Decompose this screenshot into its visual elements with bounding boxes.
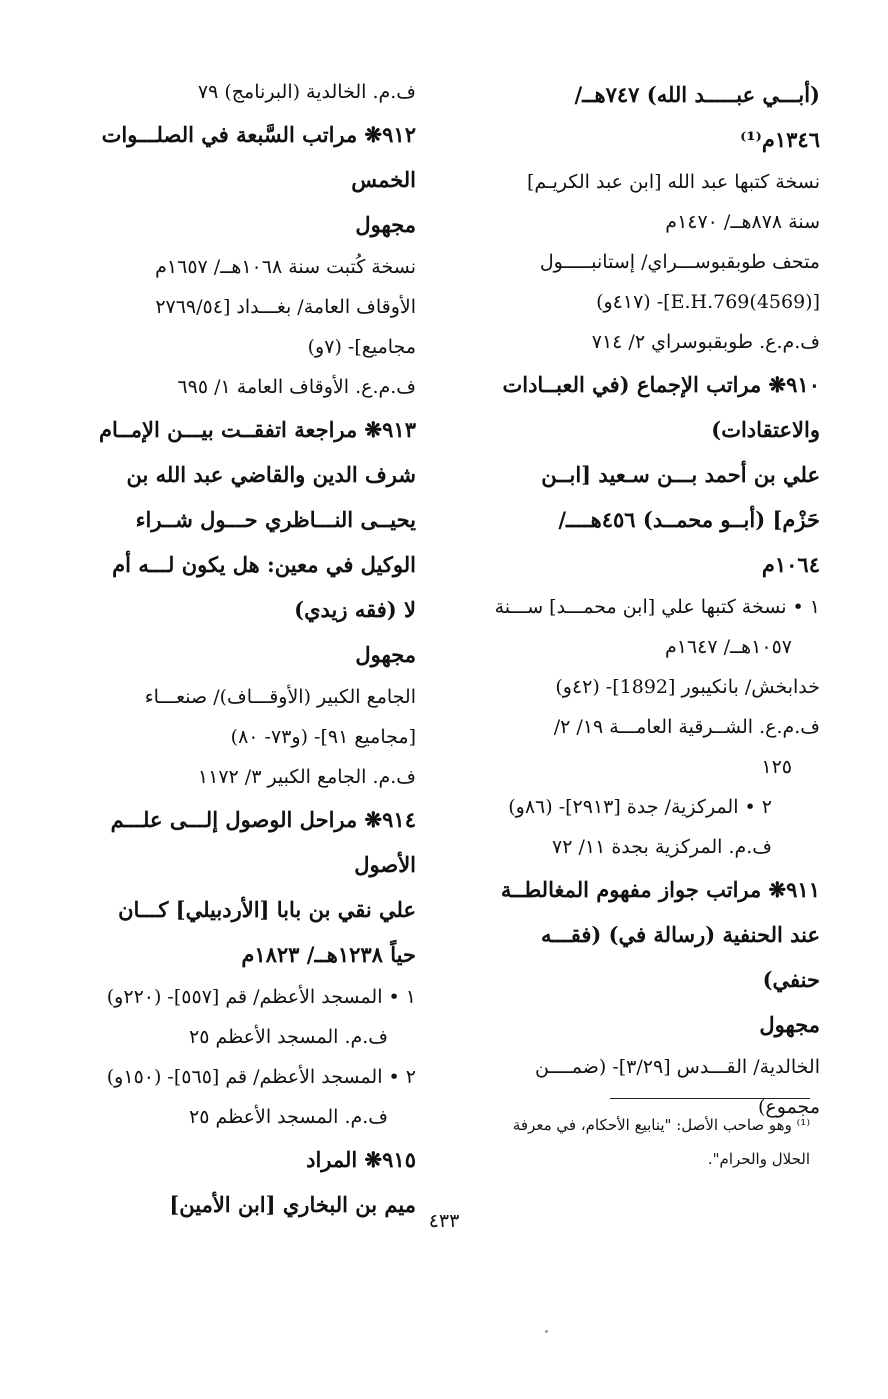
footnote-line-2: الحلال والحرام". xyxy=(707,1150,810,1168)
footnote xyxy=(470,1108,810,1176)
heading-line: علي نقي بن بابا [الأردبيلي] كـــان xyxy=(118,897,416,922)
text-line: مجاميع]- (٧و) xyxy=(307,336,416,358)
heading-line: حياً ١٢٣٨هــ/ ١٨٢٣م xyxy=(241,942,416,967)
heading-line: مجهول xyxy=(355,212,416,237)
page-number: ٤٣٣ xyxy=(428,1210,460,1232)
heading-line: شرف الدين والقاضي عبد الله بن xyxy=(126,462,416,487)
text-line: ١٢٥ xyxy=(761,756,792,778)
heading-line: مجهول xyxy=(355,642,416,667)
heading-line: الأصول xyxy=(354,852,416,877)
text-line: ف.م. الجامع الكبير ٣/ ١١٧٢ xyxy=(197,766,416,788)
text-line: ١٠٥٧هــ/ ١٦٤٧م xyxy=(664,636,792,658)
text-line: ف.م. المسجد الأعظم ٢٥ xyxy=(188,1026,388,1048)
text-line: متحف طوبقبوســـراي/ إستانبـــــول xyxy=(539,251,820,273)
text-line: سنة ٨٧٨هــ/ ١٤٧٠م xyxy=(665,211,820,233)
text-line: ٢ • المركزية/ جدة [٢٩١٣]- (٨٦و) xyxy=(508,796,772,818)
text-line: ف.م. المركزية بجدة ١١/ ٧٢ xyxy=(552,836,772,858)
heading-line: الوكيل في معين: هل يكون لـــه أم xyxy=(112,552,416,577)
text-line: الخالدية/ القـــدس [٣/٢٩]- (ضمــــن xyxy=(535,1056,820,1078)
heading-line: مجهول xyxy=(759,1012,820,1037)
heading-line: والاعتقادات) xyxy=(711,417,820,442)
heading-line: ١٣٤٦م⁽¹⁾ xyxy=(740,127,820,152)
scan-speck xyxy=(545,1330,548,1333)
heading-line: ٩١٣❋ مراجعة اتفقــت بيـــن الإمــام xyxy=(99,417,416,442)
text-line: [مجاميع ٩١]- (و٧٣- ٨٠) xyxy=(230,726,416,748)
heading-line: الخمس xyxy=(351,167,416,192)
text-line: ٢ • المسجد الأعظم/ قم [٥٦٥]- (١٥٠و) xyxy=(106,1066,416,1088)
text-line: مجموع) xyxy=(758,1096,820,1118)
heading-line: يحيــى النـــاظري حـــول شــراء xyxy=(135,507,416,532)
text-line: ف.م. المسجد الأعظم ٢٥ xyxy=(188,1106,388,1128)
heading-line: ٩١٥❋ المراد xyxy=(306,1147,416,1172)
left-column xyxy=(80,72,416,1227)
text-line: ف.م.ع. الأوقاف العامة ١/ ٦٩٥ xyxy=(177,376,416,398)
heading-line: ٩١٢❋ مراتب السَّبعة في الصلـــوات xyxy=(101,122,416,147)
heading-line: ٩١٤❋ مراحل الوصول إلـــى علـــم xyxy=(110,807,416,832)
text-line: نسخة كُتبت سنة ١٠٦٨هــ/ ١٦٥٧م xyxy=(155,256,416,278)
text-line: ١ • نسخة كتبها علي [ابن محمـــد] ســـنة xyxy=(494,596,820,618)
heading-line: علي بن أحمد بـــن سـعيد [ابــن xyxy=(541,462,820,487)
heading-line: لا (فقه زيدي) xyxy=(294,597,416,622)
text-line: ف.م.ع. الشــرقية العامـــة ١٩/ ٢/ xyxy=(553,716,820,738)
right-column xyxy=(468,72,820,1127)
heading-line: ميم بن البخاري [ابن الأمين] xyxy=(169,1192,416,1217)
text-line: ف.م.ع. طوبقبوسراي ٢/ ٧١٤ xyxy=(591,331,820,353)
heading-line: عند الحنفية (رسالة في) (فقـــه xyxy=(541,922,820,947)
footnote-separator xyxy=(610,1098,810,1099)
heading-line: ٩١٠❋ مراتب الإجماع (في العبــادات xyxy=(502,372,820,397)
text-line: ١ • المسجد الأعظم/ قم [٥٥٧]- (٢٢٠و) xyxy=(106,986,416,1008)
heading-line: (أبـــي عبـــــد الله) ٧٤٧هــ/ xyxy=(574,82,820,107)
text-line: خدابخش/ بانكيبور [1892]- (٤٢و) xyxy=(555,676,820,698)
heading-line: ٩١١❋ مراتب جواز مفهوم المغالطــة xyxy=(500,877,820,902)
text-line: الجامع الكبير (الأوقـــاف)/ صنعـــاء xyxy=(144,686,416,708)
heading-line: ١٠٦٤م xyxy=(761,552,820,577)
footnote-line-1: ⁽¹⁾ وهو صاحب الأصل: "ينابيع الأحكام، في معرفة xyxy=(512,1116,810,1134)
text-line: الأوقاف العامة/ بغـــداد [٢٧٦٩/٥٤ xyxy=(155,296,416,318)
text-line: نسخة كتبها عبد الله [ابن عبد الكريـم] xyxy=(526,171,820,193)
heading-line: حَزْم] (أبــو محمــد) ٤٥٦هــــ/ xyxy=(558,507,820,532)
text-line: ف.م. الخالدية (البرنامج) ٧٩ xyxy=(197,81,416,103)
heading-line: حنفي) xyxy=(762,967,820,992)
text-line: [(4569)E.H.769]- (٤١٧و) xyxy=(596,291,820,313)
